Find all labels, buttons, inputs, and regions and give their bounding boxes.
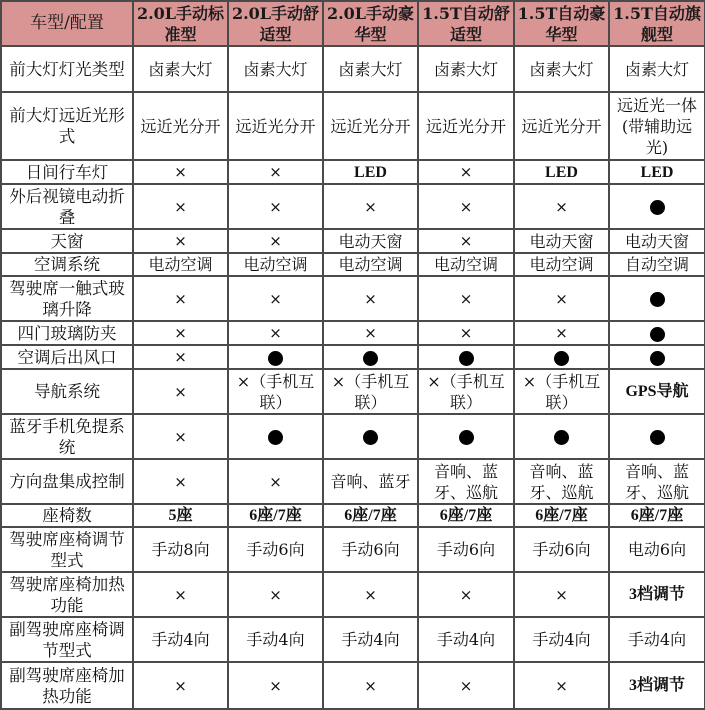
- cross-icon: ×: [174, 232, 187, 250]
- row-label: 空调系统: [1, 253, 133, 276]
- column-header-2-0l-manual-standard: 2.0L手动标准型: [133, 1, 228, 46]
- cell-not-available: [228, 229, 323, 253]
- filled-dot-icon: [268, 351, 283, 366]
- cell-not-available: [514, 321, 609, 345]
- row-label: 前大灯远近光形式: [1, 92, 133, 160]
- cell-not-available: [228, 276, 323, 321]
- table-row: [1, 459, 705, 504]
- column-header-2-0l-manual-luxury: 2.0L手动豪华型: [323, 1, 418, 46]
- cell-value: 电动空调: [323, 253, 418, 276]
- row-label: 天窗: [1, 229, 133, 253]
- row-label: 方向盘集成控制: [1, 459, 133, 504]
- cell-not-available: [133, 345, 228, 369]
- cell-value: 电动空调: [133, 253, 228, 276]
- cell-value: 电动天窗: [609, 229, 705, 253]
- cell-not-available: [228, 321, 323, 345]
- cell-value: 远近光分开: [133, 92, 228, 160]
- cell-standard: [228, 345, 323, 369]
- cell-standard: [514, 414, 609, 459]
- cross-icon: ×: [364, 585, 377, 604]
- filled-dot-icon: [459, 351, 474, 366]
- cell-value: 电动空调: [418, 253, 514, 276]
- column-header-1-5t-auto-luxury: 1.5T自动豪华型: [514, 1, 609, 46]
- row-label: 外后视镜电动折叠: [1, 184, 133, 229]
- table-row: [1, 160, 705, 184]
- cross-icon: ×: [269, 472, 282, 491]
- cell-value: 3档调节: [609, 662, 705, 709]
- cell-value: 卤素大灯: [418, 46, 514, 92]
- cross-icon: ×: [174, 348, 187, 366]
- cell-standard: [609, 414, 705, 459]
- cell-value: 5座: [133, 504, 228, 527]
- cell-standard: [228, 414, 323, 459]
- cell-value: 卤素大灯: [609, 46, 705, 92]
- cell-not-available: [133, 662, 228, 709]
- cell-not-available: [514, 572, 609, 617]
- cell-not-available: [133, 229, 228, 253]
- cell-value: 电动空调: [514, 253, 609, 276]
- cross-icon: ×: [174, 197, 187, 216]
- row-label: 驾驶席座椅调节型式: [1, 527, 133, 572]
- cross-icon: ×: [269, 197, 282, 216]
- cross-icon: ×: [174, 324, 187, 342]
- cell-not-available: [514, 184, 609, 229]
- cell-value: 卤素大灯: [133, 46, 228, 92]
- cell-not-available: [418, 229, 514, 253]
- table-row: [1, 46, 705, 92]
- cell-value: 自动空调: [609, 253, 705, 276]
- row-label: 座椅数: [1, 504, 133, 527]
- cross-icon: ×: [174, 427, 187, 446]
- table-row: [1, 527, 705, 572]
- cross-icon: ×: [555, 197, 568, 216]
- cell-not-available: [418, 572, 514, 617]
- filled-dot-icon: [650, 200, 665, 215]
- cell-not-available: [323, 184, 418, 229]
- cell-not-available: [418, 184, 514, 229]
- cell-value: 音响、蓝牙: [323, 459, 418, 504]
- cell-not-available: [323, 572, 418, 617]
- row-label: 驾驶席一触式玻璃升降: [1, 276, 133, 321]
- table-body: [1, 46, 705, 709]
- cell-value: LED: [514, 160, 609, 184]
- cell-not-available: [418, 276, 514, 321]
- cell-value: 远近光分开: [418, 92, 514, 160]
- cell-value: 音响、蓝牙、巡航: [609, 459, 705, 504]
- cell-not-available: [514, 276, 609, 321]
- cell-not-available: [228, 184, 323, 229]
- table-row: [1, 321, 705, 345]
- table-row: [1, 253, 705, 276]
- cell-value: 卤素大灯: [228, 46, 323, 92]
- cross-icon: ×: [555, 585, 568, 604]
- row-label: 驾驶席座椅加热功能: [1, 572, 133, 617]
- cell-value: 手动6向: [514, 527, 609, 572]
- cell-value: 手动4向: [133, 617, 228, 662]
- cross-icon: ×: [174, 163, 187, 181]
- filled-dot-icon: [363, 430, 378, 445]
- cross-icon: ×: [174, 585, 187, 604]
- filled-dot-icon: [268, 430, 283, 445]
- cell-value: 音响、蓝牙、巡航: [418, 459, 514, 504]
- cross-icon: ×: [269, 163, 282, 181]
- cell-not-available: [133, 572, 228, 617]
- column-header-1-5t-auto-comfort: 1.5T自动舒适型: [418, 1, 514, 46]
- table-row: [1, 617, 705, 662]
- row-label: 导航系统: [1, 369, 133, 414]
- column-header-1-5t-auto-flagship: 1.5T自动旗舰型: [609, 1, 705, 46]
- cell-not-available: [133, 414, 228, 459]
- cell-value: 电动空调: [228, 253, 323, 276]
- cell-value: LED: [609, 160, 705, 184]
- filled-dot-icon: [363, 351, 378, 366]
- cell-standard: [418, 345, 514, 369]
- cross-icon: ×: [364, 289, 377, 308]
- cell-value: 手动6向: [228, 527, 323, 572]
- cell-value: 手动6向: [323, 527, 418, 572]
- filled-dot-icon: [459, 430, 474, 445]
- filled-dot-icon: [650, 430, 665, 445]
- table-row: [1, 345, 705, 369]
- cell-standard: [609, 345, 705, 369]
- cell-value: 手动4向: [418, 617, 514, 662]
- cell-value: ×（手机互联）: [228, 369, 323, 414]
- cell-not-available: [228, 662, 323, 709]
- filled-dot-icon: [554, 351, 569, 366]
- cell-value: 6座/7座: [514, 504, 609, 527]
- cell-standard: [418, 414, 514, 459]
- cell-value: 卤素大灯: [514, 46, 609, 92]
- cross-icon: ×: [459, 289, 473, 308]
- cell-not-available: [228, 459, 323, 504]
- column-header-2-0l-manual-comfort: 2.0L手动舒适型: [228, 1, 323, 46]
- cell-value: 6座/7座: [609, 504, 705, 527]
- cross-icon: ×: [174, 382, 187, 401]
- cell-standard: [609, 276, 705, 321]
- table-row: [1, 276, 705, 321]
- cross-icon: ×: [269, 585, 282, 604]
- table-row: [1, 229, 705, 253]
- cell-value: 3档调节: [609, 572, 705, 617]
- cross-icon: ×: [269, 289, 282, 308]
- cell-standard: [514, 345, 609, 369]
- cell-value: 电动天窗: [514, 229, 609, 253]
- table-row: [1, 572, 705, 617]
- table-row: [1, 662, 705, 709]
- cell-not-available: [133, 369, 228, 414]
- row-label: 蓝牙手机免提系统: [1, 414, 133, 459]
- cell-not-available: [323, 276, 418, 321]
- cell-not-available: [133, 459, 228, 504]
- cross-icon: ×: [269, 676, 282, 695]
- row-label: 日间行车灯: [1, 160, 133, 184]
- filled-dot-icon: [650, 292, 665, 307]
- cell-value: ×（手机互联）: [418, 369, 514, 414]
- cross-icon: ×: [364, 324, 377, 342]
- cell-not-available: [418, 662, 514, 709]
- cell-not-available: [133, 160, 228, 184]
- cross-icon: ×: [459, 585, 473, 604]
- cell-not-available: [323, 662, 418, 709]
- cell-standard: [323, 414, 418, 459]
- cell-value: 远近光分开: [323, 92, 418, 160]
- cell-value: 手动6向: [418, 527, 514, 572]
- filled-dot-icon: [554, 430, 569, 445]
- table-row: [1, 414, 705, 459]
- cell-value: 远近光分开: [514, 92, 609, 160]
- cell-not-available: [323, 321, 418, 345]
- table-row: [1, 369, 705, 414]
- table-row: [1, 504, 705, 527]
- cross-icon: ×: [555, 289, 568, 308]
- cell-not-available: [514, 662, 609, 709]
- cell-value: ×（手机互联）: [323, 369, 418, 414]
- cell-value: 卤素大灯: [323, 46, 418, 92]
- cross-icon: ×: [459, 197, 473, 216]
- cross-icon: ×: [269, 324, 282, 342]
- cell-standard: [323, 345, 418, 369]
- cross-icon: ×: [174, 676, 187, 695]
- cell-not-available: [418, 321, 514, 345]
- cell-value: LED: [323, 160, 418, 184]
- cross-icon: ×: [364, 197, 377, 216]
- cell-value: 手动4向: [323, 617, 418, 662]
- header-row: [1, 1, 705, 46]
- cell-value: 远近光分开: [228, 92, 323, 160]
- row-label: 前大灯灯光类型: [1, 46, 133, 92]
- cell-value: 电动6向: [609, 527, 705, 572]
- cell-value: 远近光一体(带辅助远光): [609, 92, 705, 160]
- cell-not-available: [418, 160, 514, 184]
- cell-standard: [609, 184, 705, 229]
- cross-icon: ×: [269, 232, 282, 250]
- cross-icon: ×: [174, 289, 187, 308]
- row-label: 副驾驶席座椅加热功能: [1, 662, 133, 709]
- cell-value: 手动8向: [133, 527, 228, 572]
- cell-not-available: [228, 160, 323, 184]
- cell-value: 6座/7座: [418, 504, 514, 527]
- cell-value: 音响、蓝牙、巡航: [514, 459, 609, 504]
- cross-icon: ×: [459, 232, 473, 250]
- row-label: 副驾驶席座椅调节型式: [1, 617, 133, 662]
- filled-dot-icon: [650, 351, 665, 366]
- cell-value: 6座/7座: [323, 504, 418, 527]
- table-row: [1, 184, 705, 229]
- cross-icon: ×: [459, 163, 473, 181]
- cell-value: 手动4向: [228, 617, 323, 662]
- cell-value: 手动4向: [609, 617, 705, 662]
- cross-icon: ×: [555, 324, 568, 342]
- cell-value: 电动天窗: [323, 229, 418, 253]
- cell-not-available: [133, 276, 228, 321]
- cross-icon: ×: [174, 472, 187, 491]
- filled-dot-icon: [650, 327, 665, 342]
- corner-header: 车型/配置: [1, 1, 133, 46]
- cross-icon: ×: [459, 676, 473, 695]
- cross-icon: ×: [555, 676, 568, 695]
- cell-not-available: [228, 572, 323, 617]
- cell-value: 6座/7座: [228, 504, 323, 527]
- row-label: 空调后出风口: [1, 345, 133, 369]
- cross-icon: ×: [459, 324, 473, 342]
- cell-value: ×（手机互联）: [514, 369, 609, 414]
- cell-standard: [609, 321, 705, 345]
- cell-value: GPS导航: [609, 369, 705, 414]
- cross-icon: ×: [364, 676, 377, 695]
- row-label: 四门玻璃防夹: [1, 321, 133, 345]
- cell-not-available: [133, 184, 228, 229]
- cell-value: 手动4向: [514, 617, 609, 662]
- cell-not-available: [133, 321, 228, 345]
- table-row: [1, 92, 705, 160]
